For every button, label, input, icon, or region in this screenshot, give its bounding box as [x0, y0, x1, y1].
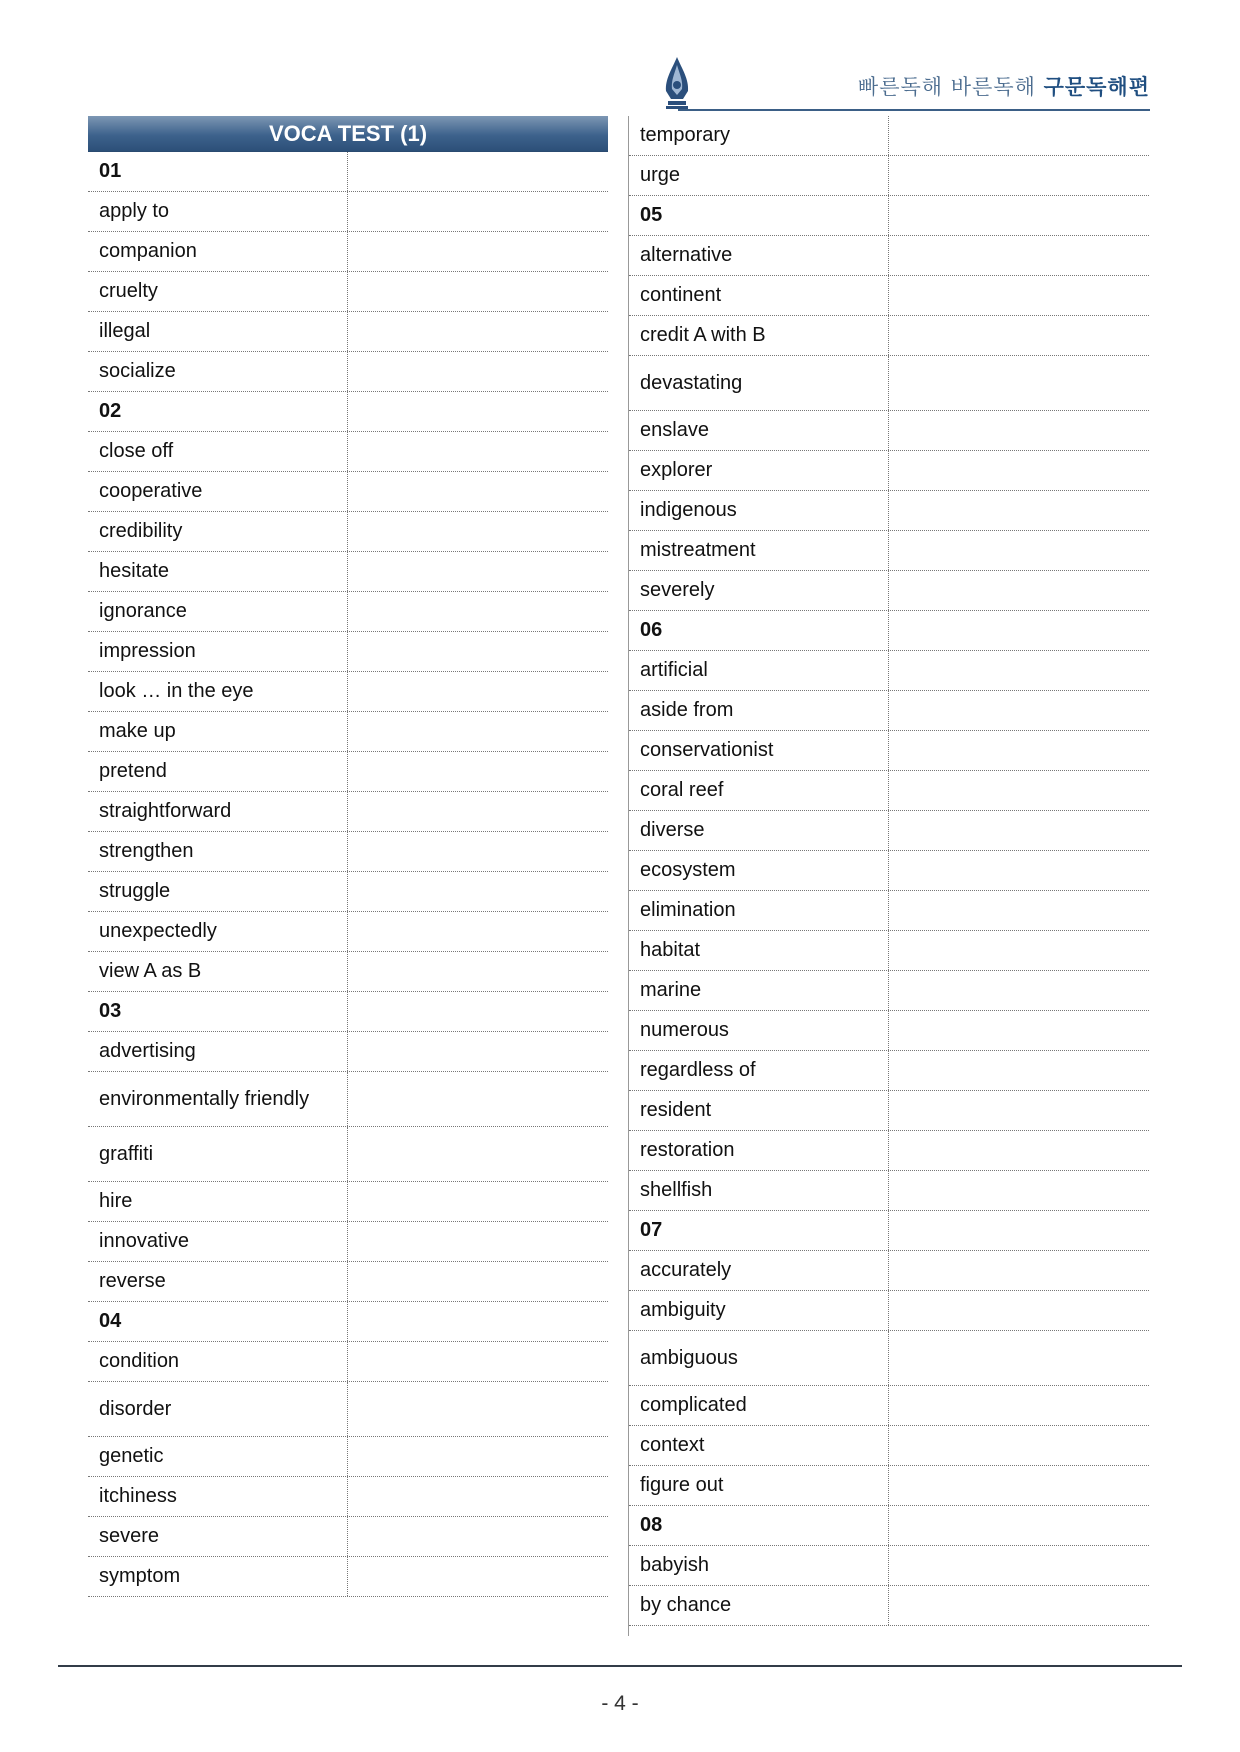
answer-blank[interactable]: [348, 1127, 608, 1181]
page-number: - 4 -: [601, 1692, 639, 1715]
word-term: urge: [629, 156, 889, 195]
word-row: [629, 1331, 1149, 1386]
word-term: cooperative: [88, 472, 348, 511]
answer-blank[interactable]: [348, 592, 608, 631]
section-number-row: [88, 992, 608, 1032]
word-row: [629, 276, 1149, 316]
word-row: [88, 912, 608, 952]
answer-blank[interactable]: [348, 1557, 608, 1596]
word-term: ignorance: [88, 592, 348, 631]
answer-blank[interactable]: [889, 316, 1149, 355]
section-number: 03: [88, 992, 348, 1031]
word-term: numerous: [629, 1011, 889, 1050]
word-row: [629, 1171, 1149, 1211]
word-term: hire: [88, 1182, 348, 1221]
word-row: [629, 156, 1149, 196]
answer-blank[interactable]: [889, 1251, 1149, 1290]
word-row: [88, 1517, 608, 1557]
word-row: [629, 1091, 1149, 1131]
answer-blank[interactable]: [348, 1382, 608, 1436]
word-row: [629, 931, 1149, 971]
word-row: [629, 451, 1149, 491]
word-term: habitat: [629, 931, 889, 970]
word-row: [88, 1072, 608, 1127]
word-row: [629, 1466, 1149, 1506]
word-row: [88, 1557, 608, 1597]
word-row: [88, 192, 608, 232]
word-row: [629, 731, 1149, 771]
word-term: alternative: [629, 236, 889, 275]
word-term: shellfish: [629, 1171, 889, 1210]
word-row: [88, 512, 608, 552]
word-row: [88, 832, 608, 872]
answer-blank[interactable]: [889, 1386, 1149, 1425]
word-row: [629, 1291, 1149, 1331]
page-header: [662, 55, 1150, 113]
answer-blank[interactable]: [348, 912, 608, 951]
section-number-row: [629, 1211, 1149, 1251]
word-row: [629, 236, 1149, 276]
right-word-list: [629, 116, 1149, 1626]
word-row: [88, 632, 608, 672]
word-term: ambiguity: [629, 1291, 889, 1330]
word-term: accurately: [629, 1251, 889, 1290]
answer-blank[interactable]: [348, 1302, 608, 1341]
answer-blank[interactable]: [889, 451, 1149, 490]
left-word-list: [88, 152, 608, 1597]
word-term: companion: [88, 232, 348, 271]
word-term: regardless of: [629, 1051, 889, 1090]
answer-blank[interactable]: [889, 1506, 1149, 1545]
answer-blank[interactable]: [348, 432, 608, 471]
word-term: symptom: [88, 1557, 348, 1596]
word-term: credit A with B: [629, 316, 889, 355]
word-row: [88, 432, 608, 472]
word-row: [88, 792, 608, 832]
header-rule: [678, 109, 1150, 111]
word-row: [88, 1477, 608, 1517]
answer-blank[interactable]: [348, 232, 608, 271]
answer-blank[interactable]: [348, 712, 608, 751]
word-term: devastating: [629, 356, 889, 410]
section-number: 07: [629, 1211, 889, 1250]
word-term: close off: [88, 432, 348, 471]
pen-nib-icon: [662, 55, 692, 111]
word-row: [629, 971, 1149, 1011]
section-number-row: [629, 1506, 1149, 1546]
word-term: disorder: [88, 1382, 348, 1436]
section-number: 06: [629, 611, 889, 650]
word-row: [629, 411, 1149, 451]
brand-title: 빠른독해 바른독해 구문독해편: [857, 75, 1150, 99]
word-row: [629, 491, 1149, 531]
left-column: [88, 116, 608, 1597]
answer-blank[interactable]: [348, 752, 608, 791]
answer-blank[interactable]: [889, 971, 1149, 1010]
footer-rule: [58, 1665, 1182, 1667]
word-row: [88, 1262, 608, 1302]
word-row: [88, 1127, 608, 1182]
answer-blank[interactable]: [348, 952, 608, 991]
word-row: [629, 1586, 1149, 1626]
word-term: illegal: [88, 312, 348, 351]
section-number: 02: [88, 392, 348, 431]
word-row: [629, 1251, 1149, 1291]
answer-blank[interactable]: [348, 872, 608, 911]
word-term: explorer: [629, 451, 889, 490]
word-term: strengthen: [88, 832, 348, 871]
answer-blank[interactable]: [889, 356, 1149, 410]
answer-blank[interactable]: [889, 531, 1149, 570]
section-number-row: [629, 611, 1149, 651]
answer-blank[interactable]: [348, 1262, 608, 1301]
answer-blank[interactable]: [889, 1426, 1149, 1465]
word-row: [88, 1437, 608, 1477]
word-row: [629, 1426, 1149, 1466]
answer-blank[interactable]: [348, 1032, 608, 1071]
answer-blank[interactable]: [889, 1291, 1149, 1330]
answer-blank[interactable]: [889, 196, 1149, 235]
answer-blank[interactable]: [348, 512, 608, 551]
word-term: advertising: [88, 1032, 348, 1071]
answer-blank[interactable]: [889, 691, 1149, 730]
word-term: mistreatment: [629, 531, 889, 570]
answer-blank[interactable]: [889, 1091, 1149, 1130]
section-number-row: [629, 196, 1149, 236]
answer-blank[interactable]: [889, 1211, 1149, 1250]
answer-blank[interactable]: [889, 891, 1149, 930]
word-term: enslave: [629, 411, 889, 450]
word-row: [629, 531, 1149, 571]
word-row: [88, 1342, 608, 1382]
answer-blank[interactable]: [348, 272, 608, 311]
word-term: struggle: [88, 872, 348, 911]
word-term: complicated: [629, 1386, 889, 1425]
word-term: credibility: [88, 512, 348, 551]
word-row: [88, 952, 608, 992]
answer-blank[interactable]: [889, 1546, 1149, 1585]
word-term: restoration: [629, 1131, 889, 1170]
word-row: [88, 472, 608, 512]
answer-blank[interactable]: [889, 276, 1149, 315]
word-term: apply to: [88, 192, 348, 231]
answer-blank[interactable]: [889, 116, 1149, 155]
word-term: resident: [629, 1091, 889, 1130]
word-term: pretend: [88, 752, 348, 791]
section-number-row: [88, 392, 608, 432]
word-row: [88, 352, 608, 392]
section-number: 05: [629, 196, 889, 235]
answer-blank[interactable]: [889, 1466, 1149, 1505]
word-term: temporary: [629, 116, 889, 155]
answer-blank[interactable]: [889, 731, 1149, 770]
word-row: [88, 872, 608, 912]
word-row: [88, 592, 608, 632]
word-term: severe: [88, 1517, 348, 1556]
word-row: [88, 1222, 608, 1262]
answer-blank[interactable]: [889, 611, 1149, 650]
word-term: severely: [629, 571, 889, 610]
word-row: [629, 851, 1149, 891]
word-term: diverse: [629, 811, 889, 850]
word-row: [629, 771, 1149, 811]
word-term: context: [629, 1426, 889, 1465]
word-row: [88, 312, 608, 352]
section-number: 08: [629, 1506, 889, 1545]
answer-blank[interactable]: [889, 1171, 1149, 1210]
word-term: ambiguous: [629, 1331, 889, 1385]
word-term: coral reef: [629, 771, 889, 810]
word-term: babyish: [629, 1546, 889, 1585]
word-row: [629, 316, 1149, 356]
answer-blank[interactable]: [348, 992, 608, 1031]
answer-blank[interactable]: [889, 1586, 1149, 1625]
answer-blank[interactable]: [348, 312, 608, 351]
answer-blank[interactable]: [348, 472, 608, 511]
answer-blank[interactable]: [348, 1517, 608, 1556]
answer-blank[interactable]: [348, 832, 608, 871]
word-row: [88, 1382, 608, 1437]
answer-blank[interactable]: [889, 1011, 1149, 1050]
answer-blank[interactable]: [348, 352, 608, 391]
word-row: [88, 1032, 608, 1072]
word-row: [629, 1131, 1149, 1171]
word-term: impression: [88, 632, 348, 671]
answer-blank[interactable]: [348, 792, 608, 831]
word-term: view A as B: [88, 952, 348, 991]
word-row: [88, 712, 608, 752]
word-row: [88, 752, 608, 792]
section-number: 04: [88, 1302, 348, 1341]
word-term: elimination: [629, 891, 889, 930]
right-column: [628, 116, 1149, 1636]
word-row: [629, 571, 1149, 611]
word-term: reverse: [88, 1262, 348, 1301]
word-row: [629, 1386, 1149, 1426]
section-number: 01: [88, 152, 348, 191]
word-row: [88, 232, 608, 272]
word-term: ecosystem: [629, 851, 889, 890]
section-number-row: [88, 152, 608, 192]
answer-blank[interactable]: [889, 931, 1149, 970]
answer-blank[interactable]: [348, 552, 608, 591]
word-term: innovative: [88, 1222, 348, 1261]
answer-blank[interactable]: [348, 1342, 608, 1381]
word-term: marine: [629, 971, 889, 1010]
word-term: itchiness: [88, 1477, 348, 1516]
word-term: aside from: [629, 691, 889, 730]
answer-blank[interactable]: [889, 236, 1149, 275]
word-term: conservationist: [629, 731, 889, 770]
word-term: make up: [88, 712, 348, 751]
word-term: straightforward: [88, 792, 348, 831]
answer-blank[interactable]: [889, 1131, 1149, 1170]
answer-blank[interactable]: [889, 491, 1149, 530]
answer-blank[interactable]: [889, 851, 1149, 890]
answer-blank[interactable]: [348, 672, 608, 711]
answer-blank[interactable]: [889, 1331, 1149, 1385]
word-term: condition: [88, 1342, 348, 1381]
answer-blank[interactable]: [348, 1437, 608, 1476]
word-term: look … in the eye: [88, 672, 348, 711]
word-row: [88, 1182, 608, 1222]
word-row: [629, 651, 1149, 691]
answer-blank[interactable]: [889, 571, 1149, 610]
word-term: cruelty: [88, 272, 348, 311]
word-term: by chance: [629, 1586, 889, 1625]
word-row: [88, 552, 608, 592]
answer-blank[interactable]: [889, 156, 1149, 195]
voca-test-title: VOCA TEST (1): [88, 116, 608, 152]
answer-blank[interactable]: [889, 1051, 1149, 1090]
word-row: [88, 672, 608, 712]
word-row: [629, 1011, 1149, 1051]
word-term: graffiti: [88, 1127, 348, 1181]
word-row: [629, 1051, 1149, 1091]
word-row: [629, 1546, 1149, 1586]
word-row: [88, 272, 608, 312]
answer-blank[interactable]: [348, 1182, 608, 1221]
word-term: indigenous: [629, 491, 889, 530]
answer-blank[interactable]: [348, 192, 608, 231]
word-term: artificial: [629, 651, 889, 690]
word-row: [629, 691, 1149, 731]
answer-blank[interactable]: [348, 632, 608, 671]
answer-blank[interactable]: [889, 651, 1149, 690]
word-term: unexpectedly: [88, 912, 348, 951]
answer-blank[interactable]: [348, 152, 608, 191]
word-term: genetic: [88, 1437, 348, 1476]
word-term: environmentally friendly: [88, 1072, 348, 1126]
section-number-row: [88, 1302, 608, 1342]
word-term: figure out: [629, 1466, 889, 1505]
word-row: [629, 116, 1149, 156]
answer-blank[interactable]: [348, 1477, 608, 1516]
word-row: [629, 891, 1149, 931]
answer-blank[interactable]: [889, 771, 1149, 810]
answer-blank[interactable]: [889, 811, 1149, 850]
word-term: continent: [629, 276, 889, 315]
word-term: hesitate: [88, 552, 348, 591]
word-row: [629, 356, 1149, 411]
answer-blank[interactable]: [348, 1222, 608, 1261]
answer-blank[interactable]: [348, 1072, 608, 1126]
word-row: [629, 811, 1149, 851]
word-term: socialize: [88, 352, 348, 391]
answer-blank[interactable]: [348, 392, 608, 431]
answer-blank[interactable]: [889, 411, 1149, 450]
